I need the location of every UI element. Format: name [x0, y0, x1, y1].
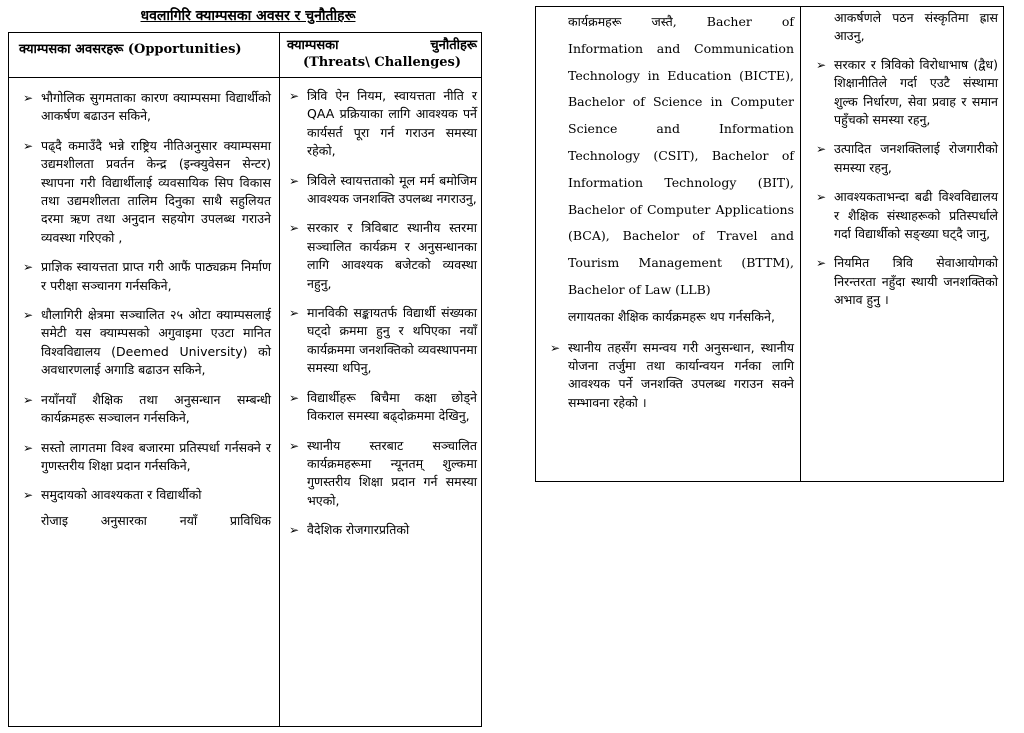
list-item-text: धौलागिरी क्षेत्रमा सञ्चालित २५ ओटा क्याम्पसलाई समेटी यस क्याम्पसको अगुवाइमा एउटा मानित विश्वविद्यालय (Deemed University) को अवधारणलाई अगाडि बढाउन सकिने,	[41, 307, 271, 378]
opportunities-continued-text: कार्यक्रमहरू जस्तै, Bacher of Information and Communication Technology in Education (BICTE), Bachelor of Science in Computer Science and Information Technology (CSIT), Bachelor of Information Technology (BIT), Bachelor of Computer Applications (BCA), Bachelor of Travel and Tourism Management (BTTM), Bachelor of Law (LLB)	[568, 14, 794, 297]
bullet-arrow-icon: ➢	[289, 89, 300, 103]
list-item-text: भौगोलिक सुगमताका कारण क्याम्पसमा विद्यार्थीको आकर्षण बढाउन सकिने,	[41, 90, 271, 124]
bullet-arrow-icon: ➢	[23, 91, 34, 105]
list-item-text: सरकार र त्रिविबाट स्थानीय स्तरमा सञ्चालित कार्यक्रम र अनुसन्धानका लागि आवश्यक बजेटको व्यवस्था नहुनु,	[307, 220, 477, 291]
list-item	[23, 258, 271, 295]
opportunities-continued-column	[550, 9, 794, 481]
list-item-text: वैदेशिक रोजगारप्रतिको	[307, 522, 410, 538]
list-item	[289, 219, 477, 293]
list-item-text: विद्यार्थीहरू बिचैमा कक्षा छोड्ने विकराल समस्या बढ्दोक्रममा देखिनु,	[307, 389, 477, 424]
list-item	[289, 389, 477, 426]
list-item	[289, 437, 477, 511]
bullet-arrow-icon: ➢	[816, 57, 827, 72]
bullet-arrow-icon: ➢	[289, 221, 300, 236]
bullet-arrow-icon: ➢	[23, 308, 34, 323]
threats-header: क्याम्पसका चुनौतीहरू (Threats\ Challenges)	[287, 38, 477, 70]
list-item-text: नयाँनयाँ शैक्षिक तथा अनुसन्धान सम्बन्धी कार्यक्रमहरू सञ्चालन गर्नसकिने,	[41, 391, 271, 426]
threats-list	[289, 87, 477, 540]
list-item-text: नियमित त्रिवि सेवाआयोगको निरन्तरता नहुँदा स्थायी जनशक्तिको अभाव हुनु ।	[834, 255, 998, 308]
opportunities-header: क्याम्पसका अवसरहरू (Opportunities)	[19, 42, 242, 57]
bullet-arrow-icon: ➢	[289, 523, 300, 538]
threats-continued-column	[816, 9, 998, 481]
threats-continued-text: आकर्षणले पठन संस्कृतिमा ह्रास आउनु,	[834, 10, 998, 44]
bullet-arrow-icon: ➢	[23, 488, 34, 503]
bullet-arrow-icon: ➢	[23, 138, 34, 153]
bullet-arrow-icon: ➢	[289, 390, 300, 405]
opportunities-tail: रोजाइ अनुसारका नयाँ प्राविधिक	[41, 512, 271, 528]
bullet-arrow-icon: ➢	[23, 260, 34, 275]
list-item-text: त्रिवि ऐन नियम, स्वायत्तता नीति र QAA प्रक्रियाका लागि आवश्यक पर्ने कार्यसर्त पूरा गर्न गराउन समस्या रहेको,	[307, 88, 477, 159]
right-table	[535, 6, 1004, 482]
list-item-text: मानविकी सङ्कायतर्फ विद्यार्थी संख्यका घट्दो क्रममा हुनु र थपिएका नयाँ कार्यक्रममा जनशक्तिको व्यवस्थापनमा समस्या थपिनु,	[307, 305, 477, 376]
bullet-arrow-icon: ➢	[816, 142, 827, 157]
list-item-text: उत्पादित जनशक्तिलाई रोजगारीको समस्या रहनु,	[834, 141, 998, 175]
list-item-text: पढ्दै कमाउँदै भन्ने राष्ट्रिय नीतिअनुसार क्याम्पसमा उद्यमशीलता प्रवर्तन केन्द्र (इन्क्युवेसन सेन्टर) स्थापना गरी विद्यार्थीलाई व्यवसायिक सिप विकास तथा उद्यमशीलता तालिम दिनुका साथै सहुलियत दरमा ऋण तथा अनुदान सहयोग उपलब्ध गराउने व्यवस्था गरिएको ,	[41, 137, 271, 245]
threats-column	[289, 87, 477, 726]
list-item	[289, 87, 477, 161]
bullet-arrow-icon: ➢	[289, 173, 300, 188]
opportunities-last-list	[550, 339, 794, 413]
left-table	[8, 32, 482, 727]
list-item-text: सस्तो लागतमा विश्व बजारमा प्रतिस्पर्धा गर्नसक्ने र गुणस्तरीय शिक्षा प्रदान गर्नसकिने,	[41, 439, 271, 473]
bullet-arrow-icon: ➢	[23, 392, 34, 407]
bullet-arrow-icon: ➢	[289, 306, 300, 321]
list-item-text: प्राज्ञिक स्वायत्तता प्राप्त गरी आफैं पाठ्यक्रम निर्माण र परीक्षा सञ्चानग गर्नसकिने,	[41, 259, 271, 293]
opportunities-list	[23, 89, 271, 505]
threats-rest-list	[816, 56, 998, 310]
bullet-arrow-icon: ➢	[23, 440, 34, 455]
list-item-text: सरकार र त्रिविको विरोधाभाष (द्वैध) शिक्षानीतिले गर्दा एउटै संस्थामा शुल्क निर्धारण, सेवा प्रवाह र समान पहुँचको समस्या रहनु,	[834, 56, 998, 128]
list-item: ➢ स्थानीय तहसँग समन्वय गरी अनुसन्धान, स्थानीय योजना तर्जुमा तथा कार्यान्वयन गर्नका लागि आवश्यक पर्ने जनशक्ति उपलब्ध गराउन सक्ने सम्भावना रहेको ।	[550, 339, 794, 410]
page-title: धवलागिरि क्याम्पसका अवसर र चुनौतीहरू	[140, 8, 356, 24]
list-item	[816, 188, 998, 243]
list-item	[23, 137, 271, 247]
bullet-arrow-icon: ➢	[550, 340, 561, 355]
bullet-arrow-icon: ➢	[816, 190, 827, 205]
list-item-text: आवश्यकताभन्दा बढी विश्वविद्यालय र शैक्षिक संस्थाहरूको प्रतिस्पर्धाले गर्दा विद्यार्थीको सङ्ख्या घट्दै जानु,	[834, 189, 998, 242]
list-item	[289, 304, 477, 378]
list-item-text: समुदायको आवश्यकता र विद्यार्थीको	[41, 487, 202, 503]
opportunities-column	[23, 89, 271, 726]
list-item	[23, 391, 271, 428]
list-item	[23, 89, 271, 126]
bullet-arrow-icon: ➢	[816, 256, 827, 271]
list-item	[289, 172, 477, 209]
list-item	[816, 56, 998, 130]
list-item-text: स्थानीय स्तरबाट सञ्चालित कार्यक्रमहरूमा न्यूनतम् शुल्कमा गुणस्तरीय शिक्षा प्रदान गर्न समस्या भएको,	[307, 437, 477, 508]
list-item	[23, 306, 271, 380]
list-item	[289, 521, 477, 539]
list-item	[816, 140, 998, 177]
opportunities-continued-tail: लगायतका शैक्षिक कार्यक्रमहरू थप गर्नसकिने,	[568, 308, 775, 324]
list-item-text: त्रिविले स्वायत्तताको मूल मर्म बमोजिम आवश्यक जनशक्ति उपलब्ध नगराउनु,	[307, 172, 477, 207]
list-item	[816, 254, 998, 309]
list-item	[23, 486, 271, 504]
bullet-arrow-icon: ➢	[289, 438, 300, 453]
list-item	[23, 439, 271, 476]
